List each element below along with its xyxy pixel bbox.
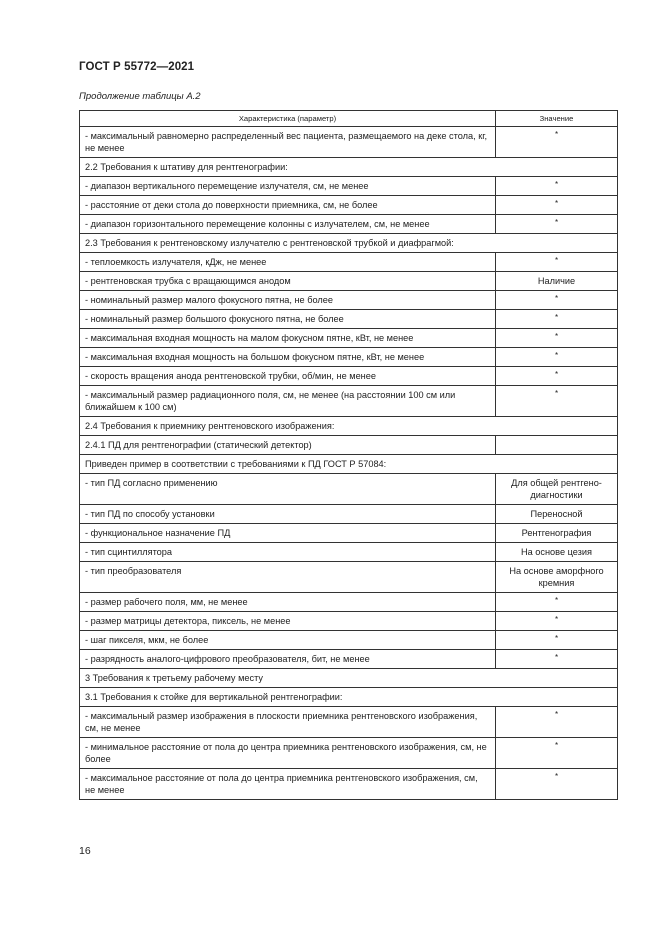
table-row [80,631,618,650]
value-cell: Для общей рентгено- диагностики [496,474,618,505]
section-heading: 2.2 Требования к штативу для рентгенографии: [80,158,618,177]
parameter-cell: - теплоемкость излучателя, кДж, не менее [80,253,496,272]
section-heading: 2.3 Требования к рентгеновскому излучателю с рентгеновской трубкой и диафрагмой: [80,234,618,253]
value-cell: * [496,291,618,310]
table-row [80,474,618,505]
value-cell: Рентгенография [496,524,618,543]
value-cell: Наличие [496,272,618,291]
column-header-value: Значение [496,111,618,127]
parameter-cell: - скорость вращения анода рентгеновской трубки, об/мин, не менее [80,367,496,386]
value-cell: * [496,707,618,738]
table-row [80,291,618,310]
table-continuation-caption: Продолжение таблицы А.2 [79,91,201,102]
parameter-cell: - тип ПД согласно применению [80,474,496,505]
table-section-row [80,158,618,177]
parameter-cell: - тип преобразователя [80,562,496,593]
value-cell: Переносной [496,505,618,524]
document-code: ГОСТ Р 55772—2021 [79,61,195,73]
parameter-cell: - размер матрицы детектора, пиксель, не менее [80,612,496,631]
parameter-cell: - тип сцинтиллятора [80,543,496,562]
value-cell: * [496,631,618,650]
table-section-row [80,688,618,707]
table-row [80,738,618,769]
requirements-table [79,110,618,800]
table-row [80,177,618,196]
value-cell: * [496,310,618,329]
value-cell: * [496,253,618,272]
table-row [80,310,618,329]
value-cell: * [496,215,618,234]
value-cell: * [496,367,618,386]
table-section-row [80,669,618,688]
value-cell: * [496,329,618,348]
section-heading: 3 Требования к третьему рабочему месту [80,669,618,688]
parameter-cell: - максимальный равномерно распределенный вес пациента, размещаемого на деке стола, кг, не менее [80,127,496,158]
value-cell: * [496,348,618,367]
table-row [80,524,618,543]
table-section-row [80,417,618,436]
table-row [80,505,618,524]
parameter-cell: - максимальный размер изображения в плоскости приемника рентгеновского изображения, см, не менее [80,707,496,738]
parameter-cell: - функциональное назначение ПД [80,524,496,543]
parameter-cell: - тип ПД по способу установки [80,505,496,524]
value-cell: На основе аморфного кремния [496,562,618,593]
value-cell: * [496,769,618,800]
parameter-cell: - номинальный размер малого фокусного пятна, не более [80,291,496,310]
value-cell: * [496,177,618,196]
table-body [80,127,618,800]
value-cell: * [496,738,618,769]
table-row [80,253,618,272]
table-section-row [80,455,618,474]
value-cell: * [496,127,618,158]
table-row [80,543,618,562]
parameter-cell: - максимальное расстояние от пола до центра приемника рентгеновского изображения, см, не менее [80,769,496,800]
parameter-cell: - диапазон вертикального перемещение излучателя, см, не менее [80,177,496,196]
column-header-parameter: Характеристика (параметр) [80,111,496,127]
table-row [80,769,618,800]
table-row [80,612,618,631]
table-row [80,593,618,612]
parameter-cell: - максимальная входная мощность на большом фокусном пятне, кВт, не менее [80,348,496,367]
table-section-row [80,234,618,253]
value-cell: * [496,650,618,669]
page-number: 16 [79,845,91,857]
table-row [80,707,618,738]
parameter-cell: - шаг пикселя, мкм, не более [80,631,496,650]
parameter-cell: - максимальная входная мощность на малом фокусном пятне, кВт, не менее [80,329,496,348]
table-row [80,367,618,386]
table-row [80,562,618,593]
table-row [80,348,618,367]
table-row [80,127,618,158]
table-row [80,386,618,417]
table-row [80,650,618,669]
value-cell: На основе цезия [496,543,618,562]
value-cell: * [496,612,618,631]
parameter-cell: - диапазон горизонтального перемещение колонны с излучателем, см, не менее [80,215,496,234]
section-heading: 3.1 Требования к стойке для вертикальной рентгенографии: [80,688,618,707]
table-row [80,196,618,215]
table-header-row [80,111,618,127]
parameter-cell: - разрядность аналого-цифрового преобразователя, бит, не менее [80,650,496,669]
parameter-cell: - расстояние от деки стола до поверхности приемника, см, не более [80,196,496,215]
parameter-cell: - размер рабочего поля, мм, не менее [80,593,496,612]
table-row [80,436,618,455]
parameter-cell: - максимальный размер радиационного поля, см, не менее (на расстоянии 100 см или ближайшем к 100 см) [80,386,496,417]
section-heading: Приведен пример в соответствии с требованиями к ПД ГОСТ Р 57084: [80,455,618,474]
value-cell: * [496,386,618,417]
table-row [80,329,618,348]
parameter-cell: 2.4.1 ПД для рентгенографии (статический детектор) [80,436,496,455]
parameter-cell: - минимальное расстояние от пола до центра приемника рентгеновского изображения, см, не более [80,738,496,769]
parameter-cell: - номинальный размер большого фокусного пятна, не более [80,310,496,329]
value-cell [496,436,618,455]
value-cell: * [496,593,618,612]
parameter-cell: - рентгеновская трубка с вращающимся анодом [80,272,496,291]
table-row [80,272,618,291]
table-row [80,215,618,234]
section-heading: 2.4 Требования к приемнику рентгеновского изображения: [80,417,618,436]
value-cell: * [496,196,618,215]
